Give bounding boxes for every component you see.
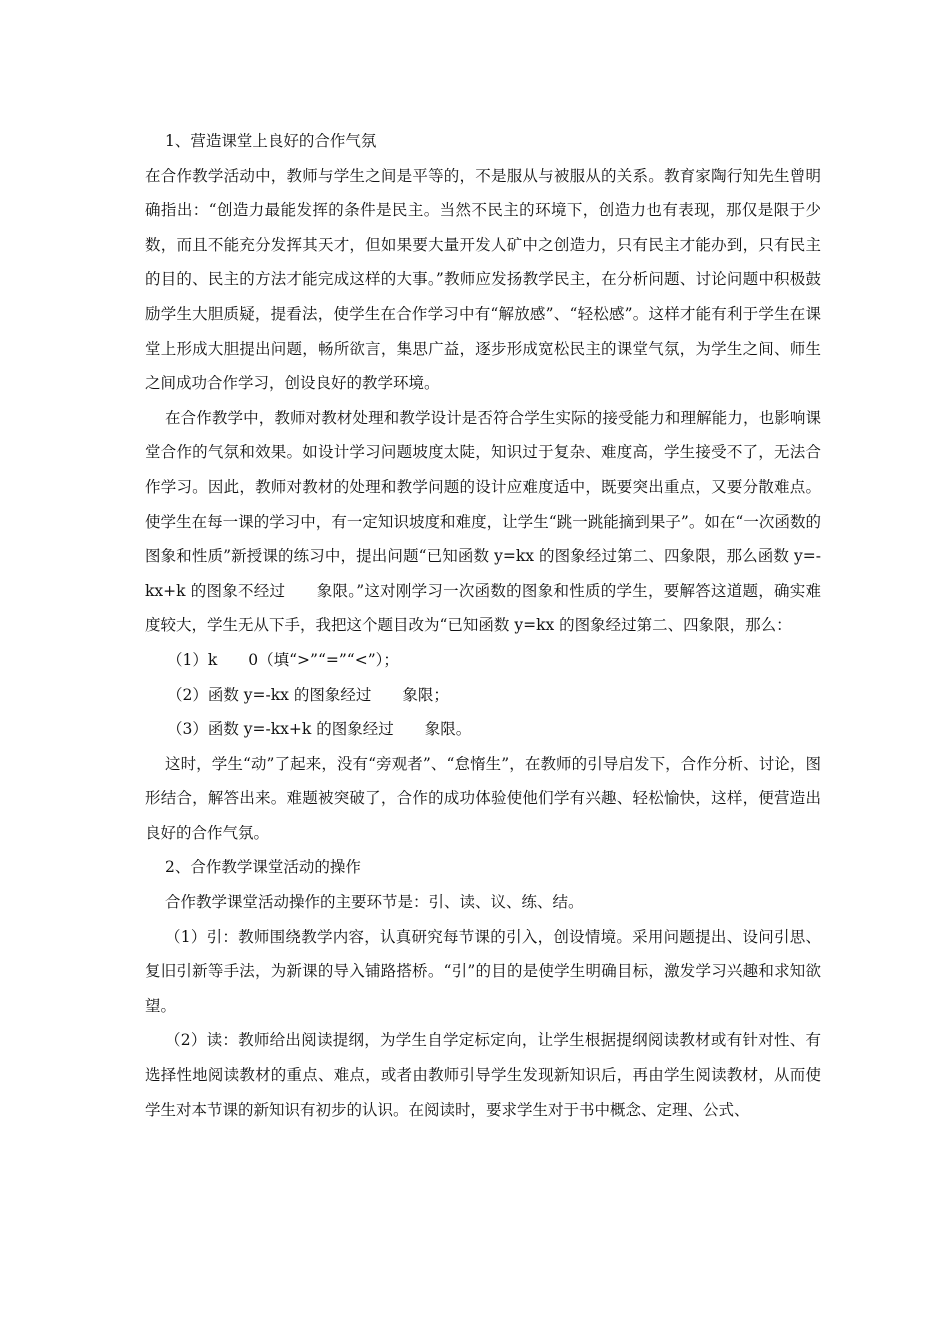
paragraph: （1）引：教师围绕教学内容，认真研究每节课的引入，创设情境。采用问题提出、设问引思、复旧引新等手法，为新课的导入铺路搭桥。“引”的目的是使学生明确目标，激发学习兴趣和求知欲望。 bbox=[145, 927, 821, 1015]
document-body bbox=[145, 124, 821, 1127]
paragraph: （2）读：教师给出阅读提纲，为学生自学定标定向，让学生根据提纲阅读教材或有针对性、有选择性地阅读教材的重点、难点，或者由教师引导学生发现新知识后，再由学生阅读教材，从而使学生对本节课的新知识有初步的认识。在阅读时，要求学生对于书中概念、定理、公式、 bbox=[145, 1031, 821, 1119]
list-item: （2）函数 y=-kx 的图象经过 象限； bbox=[167, 685, 449, 704]
paragraph: 这时，学生“动”了起来，没有“旁观者”、“怠惰生”，在教师的引导启发下，合作分析、讨论，图形结合，解答出来。难题被突破了，合作的成功体验使他们学有兴趣、轻松愉快，这样，便营造出良好的合作气氛。 bbox=[145, 754, 821, 842]
paragraph: 在合作教学中，教师对教材处理和教学设计是否符合学生实际的接受能力和理解能力，也影响课堂合作的气氛和效果。如设计学习问题坡度太陡，知识过于复杂、难度高，学生接受不了，无法合作学习。因此，教师对教材的处理和教学问题的设计应难度适中，既要突出重点，又要分散难点。使学生在每一课的学习中，有一定知识坡度和难度，让学生“跳一跳能摘到果子”。如在“一次函数的图象和性质”新授课的练习中，提出问题“已知函数 y=kx 的图象经过第二、四象限，那么函数 y=-kx+k 的图象不经过 象限。”这对刚学习一次函数的图象和性质的学生，要解答这道题，确实难度较大，学生无从下手，我把这个题目改为“已知函数 y=kx 的图象经过第二、四象限，那么： bbox=[145, 408, 821, 635]
list-item: （1）k 0（填“>”“=”“<”）； bbox=[167, 650, 399, 669]
section-heading-2: 2、合作教学课堂活动的操作 bbox=[165, 858, 361, 877]
paragraph: 在合作教学活动中，教师与学生之间是平等的，不是服从与被服从的关系。教育家陶行知先生曾明确指出：“创造力最能发挥的条件是民主。当然不民主的环境下，创造力也有表现，那仅是限于少数，而且不能充分发挥其天才，但如果要大量开发人矿中之创造力，只有民主才能办到，只有民主的目的、民主的方法才能完成这样的大事。”教师应发扬教学民主，在分析问题、讨论问题中积极鼓励学生大胆质疑，提看法，使学生在合作学习中有“解放感”、“轻松感”。这样才能有利于学生在课堂上形成大胆提出问题，畅所欲言，集思广益，逐步形成宽松民主的课堂气氛，为学生之间、师生之间成功合作学习，创设良好的教学环境。 bbox=[145, 166, 821, 393]
section-heading-1: 1、营造课堂上良好的合作气氛 bbox=[165, 132, 377, 150]
paragraph: 合作教学课堂活动操作的主要环节是：引、读、议、练、结。 bbox=[165, 893, 584, 912]
list-item: （3）函数 y=-kx+k 的图象经过 象限。 bbox=[167, 720, 472, 739]
